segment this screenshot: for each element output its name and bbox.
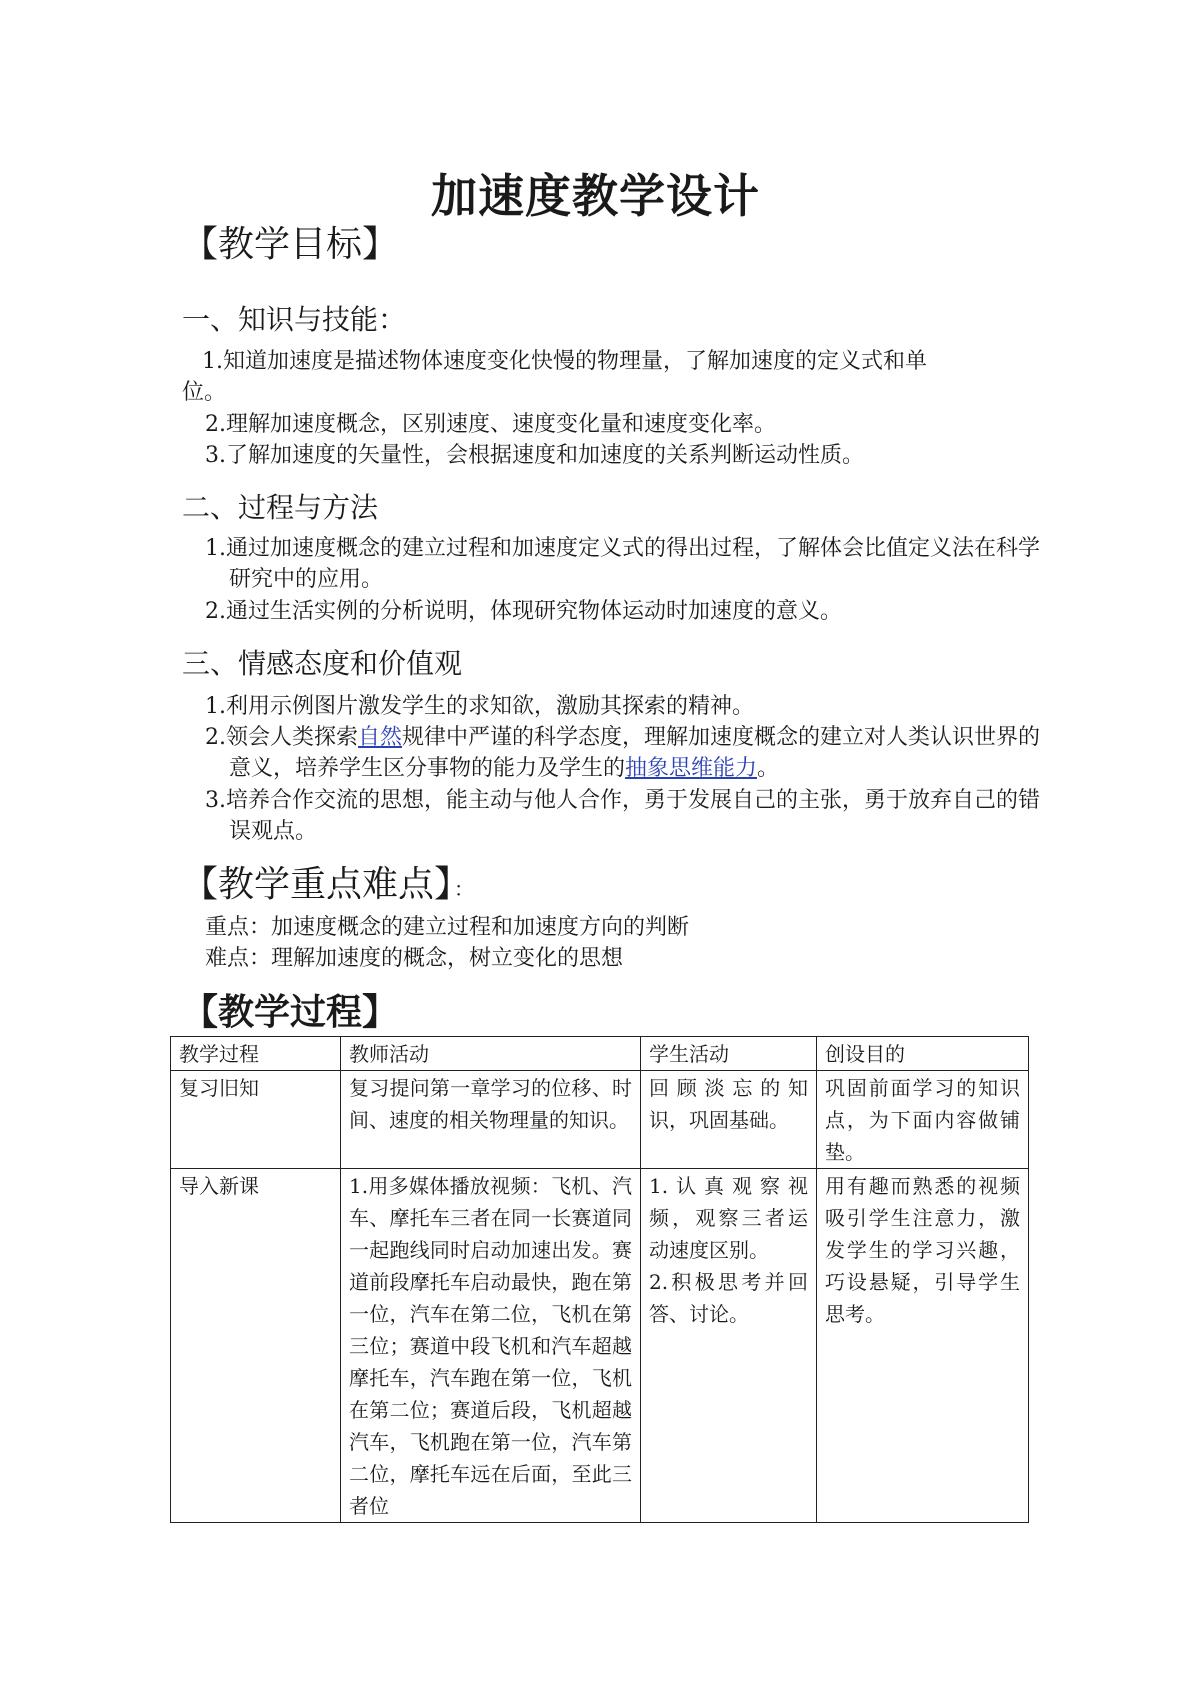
column-header-purpose: 创设目的 <box>817 1037 1029 1071</box>
process-heading: 二、过程与方法 <box>182 491 379 524</box>
stage-cell: 导入新课 <box>171 1169 341 1523</box>
column-header-teacher: 教师活动 <box>341 1037 641 1071</box>
table-row <box>171 1169 1029 1523</box>
stage-cell: 复习旧知 <box>171 1071 341 1169</box>
key-point-text: 重点：加速度概念的建立过程和加速度方向的判断 <box>205 915 690 940</box>
student-activity-cell: 回顾淡忘的知识，巩固基础。 <box>641 1071 817 1169</box>
process-item-1: 1.通过加速度概念的建立过程和加速度定义式的得出过程，了解体会比值定义法在科学研究中的应用。 <box>205 536 1040 592</box>
emotion-heading: 三、情感态度和价值观 <box>182 647 463 680</box>
knowledge-item-1: 1.知道加速度是描述物体速度变化快慢的物理量，了解加速度的定义式和单 <box>202 349 927 374</box>
emotion-item-2-text-a: 2.领会人类探索 <box>205 725 358 750</box>
key-points-heading-text: 【教学重点难点】 <box>182 864 453 905</box>
teacher-activity-cell: 1.用多媒体播放视频：飞机、汽车、摩托车三者在同一长赛道同一起跑线同时启动加速出发。赛道前段摩托车启动最快，跑在第一位，汽车在第二位，飞机在第三位；赛道中段飞机和汽车超越摩托车，汽车跑在第一位，飞机在第二位；赛道后段，飞机超越汽车，飞机跑在第一位，汽车第二位，摩托车远在后面，至此三者位 <box>341 1169 641 1523</box>
teacher-activity-cell: 复习提问第一章学习的位移、时间、速度的相关物理量的知识。 <box>341 1071 641 1169</box>
column-header-stage: 教学过程 <box>171 1037 341 1071</box>
emotion-item-1: 1.利用示例图片激发学生的求知欲，激励其探索的精神。 <box>205 694 754 719</box>
emotion-item-2-text-c: 。 <box>757 756 780 781</box>
purpose-cell: 用有趣而熟悉的视频吸引学生注意力，激发学生的学习兴趣，巧设悬疑，引导学生思考。 <box>817 1169 1029 1523</box>
process-table-heading: 【教学过程】 <box>182 991 399 1033</box>
knowledge-item-3: 3.了解加速度的矢量性，会根据速度和加速度的关系判断运动性质。 <box>205 443 864 468</box>
emotion-item-2-text-b: 规律中严谨的科学态度，理解加速度概念的建立对人类认识世界的意义，培养学生区分事物的能力及学生的 <box>229 725 1041 781</box>
nature-link[interactable]: 自然 <box>358 725 403 750</box>
purpose-cell: 巩固前面学习的知识点，为下面内容做铺垫。 <box>817 1071 1029 1169</box>
knowledge-heading: 一、知识与技能： <box>182 303 407 336</box>
process-item-2: 2.通过生活实例的分析说明，体现研究物体运动时加速度的意义。 <box>205 599 842 624</box>
abstract-thinking-link[interactable]: 抽象思维能力 <box>625 756 758 781</box>
knowledge-item-2: 2.理解加速度概念，区别速度、速度变化量和速度变化率。 <box>205 412 776 437</box>
difficult-point-text: 难点：理解加速度的概念，树立变化的思想 <box>205 946 624 971</box>
key-points-heading-tail: ： <box>454 877 475 901</box>
table-row <box>171 1071 1029 1169</box>
teaching-process-table <box>170 1036 1029 1523</box>
goals-heading: 【教学目标】 <box>182 224 399 265</box>
column-header-student: 学生活动 <box>641 1037 817 1071</box>
student-activity-cell: 1.认真观察视频，观察三者运动速度区别。 2.积极思考并回答、讨论。 <box>641 1169 817 1523</box>
emotion-item-3: 3.培养合作交流的思想，能主动与他人合作，勇于发展自己的主张，勇于放弃自己的错误观点。 <box>205 788 1040 844</box>
knowledge-item-1-cont: 位。 <box>182 380 227 405</box>
table-header-row <box>171 1037 1029 1071</box>
document-title: 加速度教学设计 <box>431 169 760 223</box>
key-points-heading <box>182 856 474 907</box>
emotion-item-2 <box>205 722 1044 784</box>
